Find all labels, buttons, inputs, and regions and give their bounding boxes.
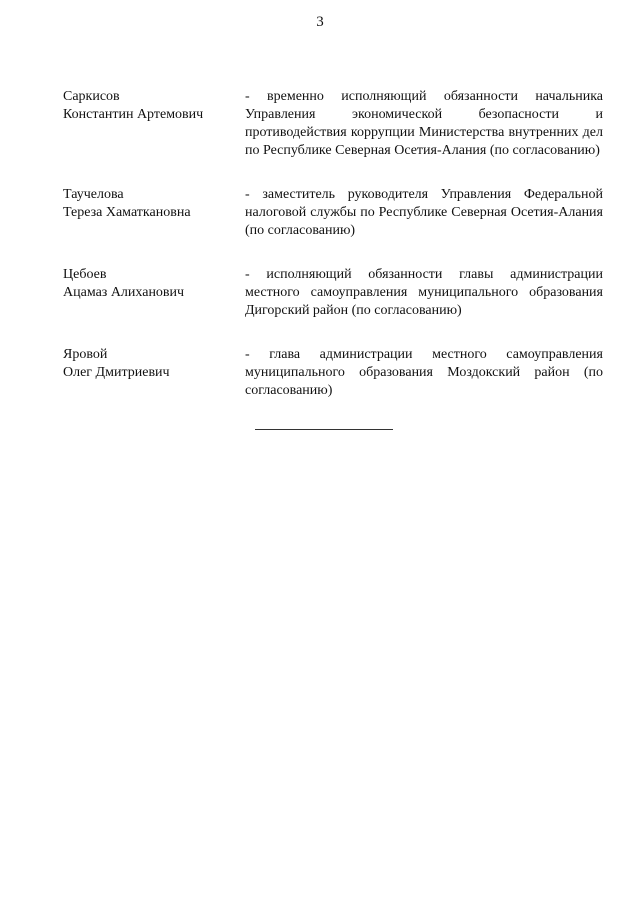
member-given-names: Константин Артемович xyxy=(63,107,204,122)
end-of-list-rule xyxy=(255,429,393,430)
member-role: - заместитель руководителя Управления Федеральной налоговой службы по Республике Северная Осетия-Алания (по согласованию) xyxy=(245,187,603,238)
member-surname: Таучелова xyxy=(63,187,124,202)
member-given-names: Олег Дмитриевич xyxy=(63,365,170,380)
member-surname: Саркисов xyxy=(63,89,120,104)
member-entry xyxy=(63,266,603,320)
member-role: - глава администрации местного самоуправления муниципального образования Моздокский район (по согласованию) xyxy=(245,347,603,398)
member-name xyxy=(63,88,245,160)
member-name xyxy=(63,186,245,240)
member-name xyxy=(63,266,245,320)
member-surname: Цебоев xyxy=(63,267,107,282)
member-entry xyxy=(63,88,603,160)
member-name xyxy=(63,346,245,400)
member-entry xyxy=(63,346,603,400)
member-role: - исполняющий обязанности главы администрации местного самоуправления муниципального образования Дигорский район (по согласованию) xyxy=(245,267,603,318)
member-given-names: Тереза Хаматкановна xyxy=(63,205,191,220)
member-entry xyxy=(63,186,603,240)
member-surname: Яровой xyxy=(63,347,108,362)
page-number: 3 xyxy=(316,14,324,30)
member-role: - временно исполняющий обязанности начальника Управления экономической безопасности и противодействия коррупции Министерства внутренних дел по Республике Северная Осетия-Алания (по согласованию) xyxy=(245,89,603,158)
member-given-names: Ацамаз Алиханович xyxy=(63,285,185,300)
members-list xyxy=(63,88,603,426)
